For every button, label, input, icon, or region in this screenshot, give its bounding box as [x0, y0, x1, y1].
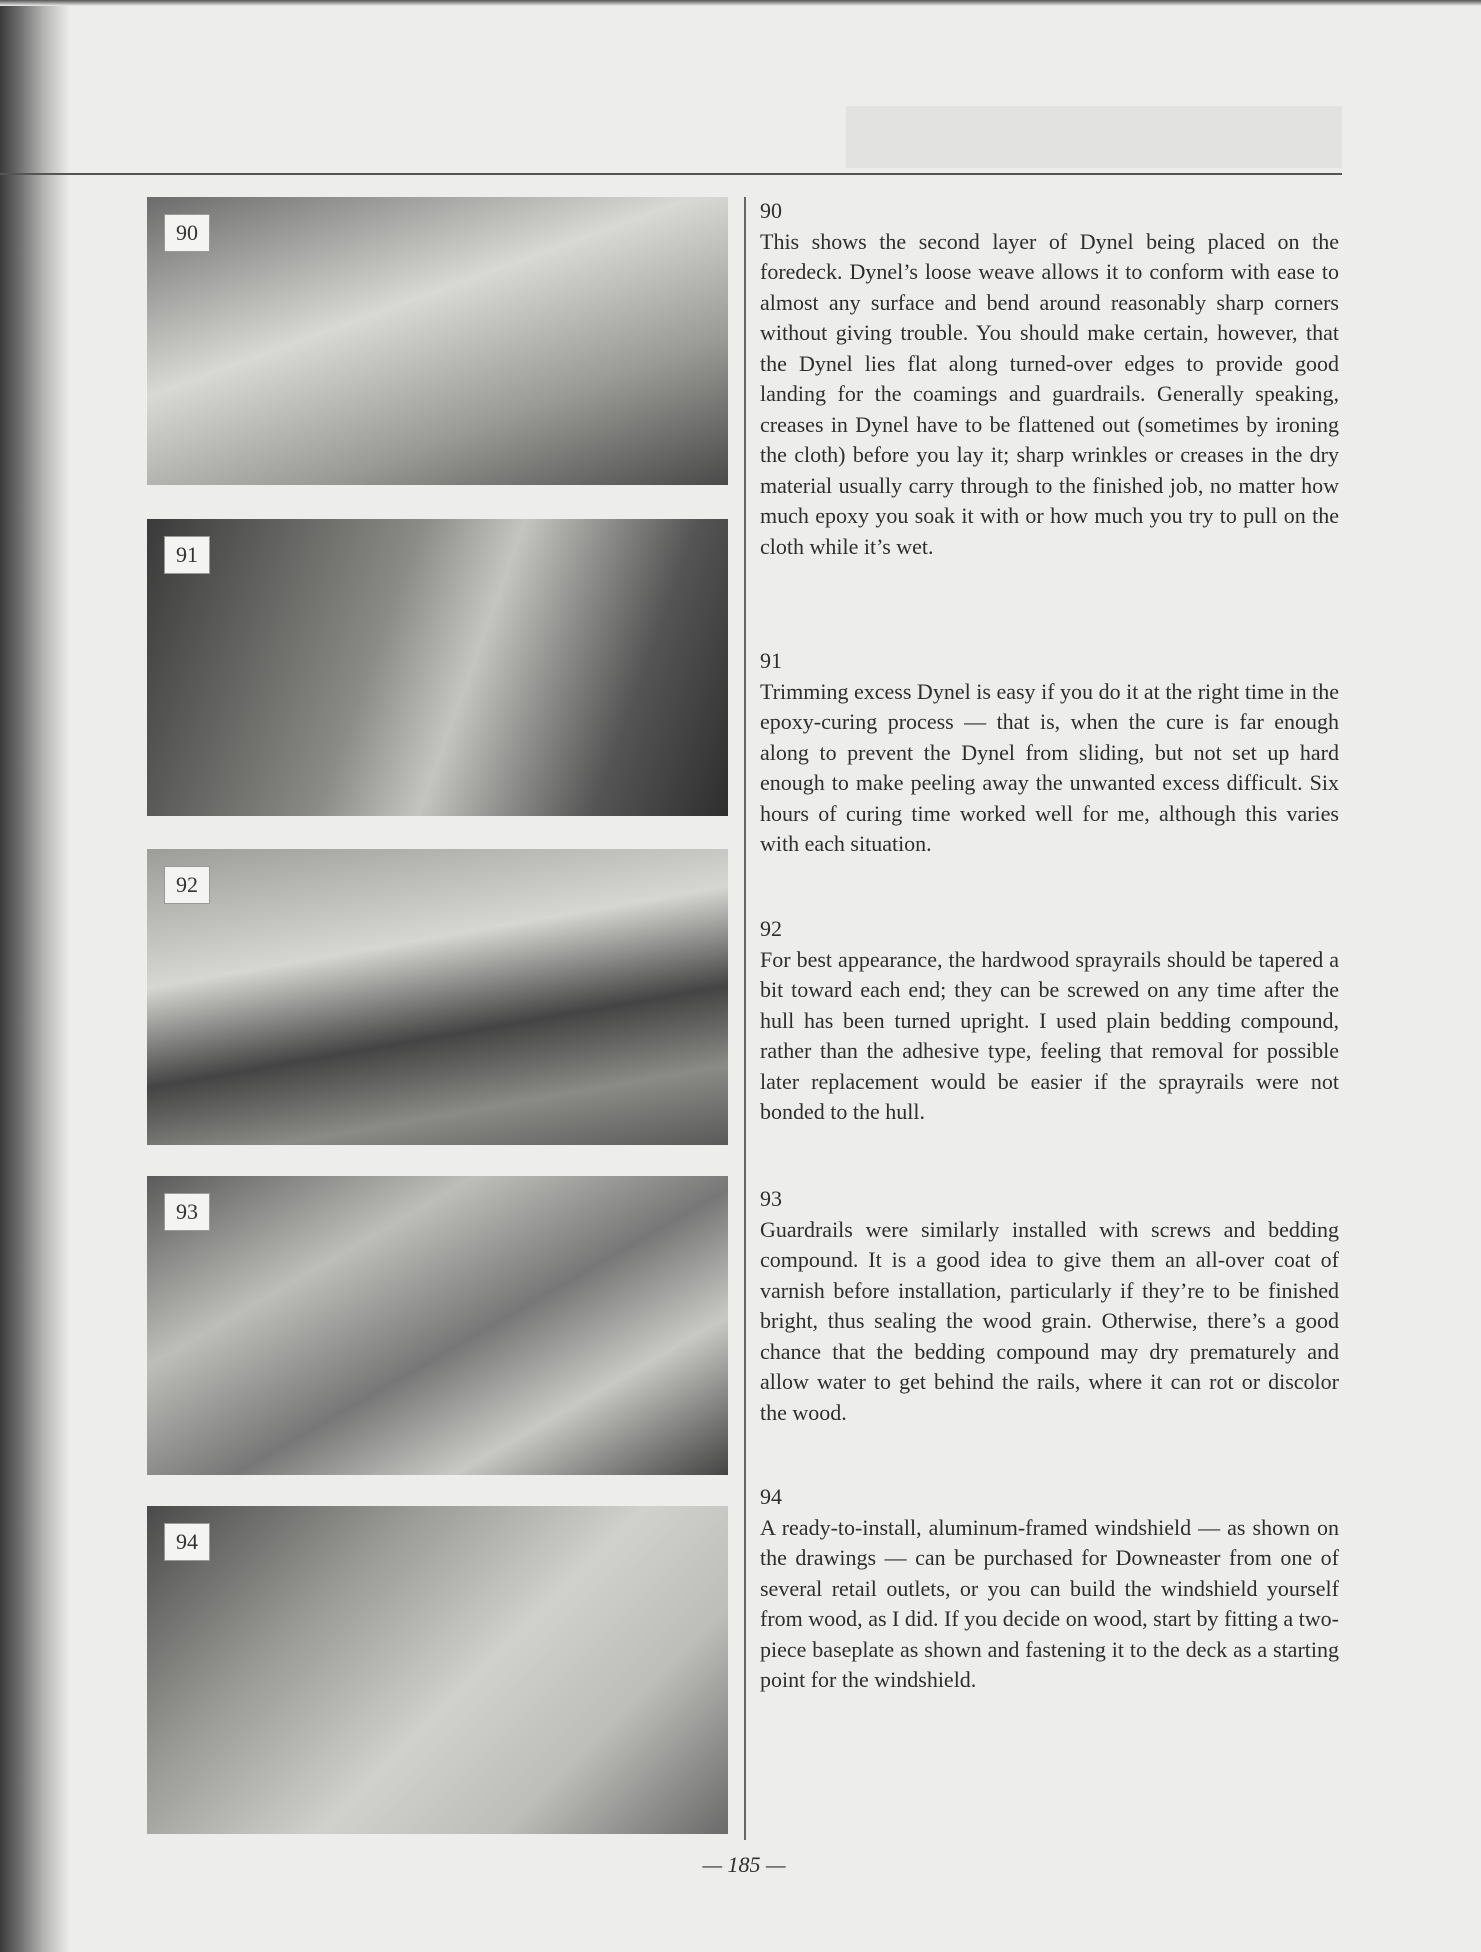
caption-number: 90: [760, 198, 782, 223]
photo-90: [147, 197, 728, 485]
caption-90: [760, 196, 1339, 562]
header-shade: [846, 106, 1342, 168]
page-top-edge: [0, 0, 1481, 6]
caption-93: [760, 1184, 1339, 1428]
caption-92: [760, 914, 1339, 1128]
caption-91: [760, 646, 1339, 860]
caption-number: 91: [760, 648, 782, 673]
caption-number: 94: [760, 1484, 782, 1509]
photo-91: [147, 519, 728, 816]
caption-text: A ready-to-install, aluminum-framed windshield — as shown on the drawings — can be purchased for Downeaster from one of several retail outlets, or you can build the windshield yourself from wood, as I did. If you decide on wood, start by fitting a two-piece baseplate as shown and fastening it to the deck as a starting point for the windshield.: [760, 1514, 1339, 1692]
caption-94: [760, 1482, 1339, 1696]
figure-label: 94: [164, 1523, 210, 1561]
page-number: — 185 —: [702, 1852, 786, 1877]
figure-label: 90: [164, 214, 210, 252]
caption-text: Trimming excess Dynel is easy if you do it at the right time in the epoxy-curing process — that is, when the cure is far enough along to prevent the Dynel from sliding, but not set up hard enough to make peeling away the unwanted excess difficult. Six hours of curing time worked well for me, although this varies with each situation.: [760, 678, 1339, 856]
caption-text: Guardrails were similarly installed with screws and bedding compound. It is a good idea to give them an all-over coat of varnish before installation, particularly if they’re to be finished bright, thus sealing the wood grain. Otherwise, there’s a good chance that the bedding compound may dry prematurely and allow water to get behind the rails, where it can rot or discolor the wood.: [760, 1216, 1339, 1425]
column-divider: [744, 197, 746, 1840]
binding-shadow: [0, 0, 70, 1952]
photo-94: [147, 1506, 728, 1834]
photo-93: [147, 1176, 728, 1475]
caption-text: This shows the second layer of Dynel being placed on the foredeck. Dynel’s loose weave allows it to conform with ease to almost any surface and bend around reasonably sharp corners without giving trouble. You should make certain, however, that the Dynel lies flat along turned-over edges to provide good landing for the coamings and guardrails. Generally speaking, creases in Dynel have to be flattened out (sometimes by ironing the cloth) before you lay it; sharp wrinkles or creases in the dry material usually carry through to the finished job, no matter how much epoxy you soak it with or how much you try to pull on the cloth while it’s wet.: [760, 228, 1339, 559]
figure-label: 93: [164, 1193, 210, 1231]
figure-label: 92: [164, 866, 210, 904]
header-rule: [0, 173, 1342, 175]
caption-number: 92: [760, 916, 782, 941]
figure-label: 91: [164, 536, 210, 574]
photo-92: [147, 849, 728, 1145]
caption-number: 93: [760, 1186, 782, 1211]
caption-text: For best appearance, the hardwood sprayrails should be tapered a bit toward each end; they can be screwed on any time after the hull has been turned upright. I used plain bedding compound, rather than the adhesive type, feeling that removal for possible later replacement would be easier if the sprayrails were not bonded to the hull.: [760, 946, 1339, 1124]
